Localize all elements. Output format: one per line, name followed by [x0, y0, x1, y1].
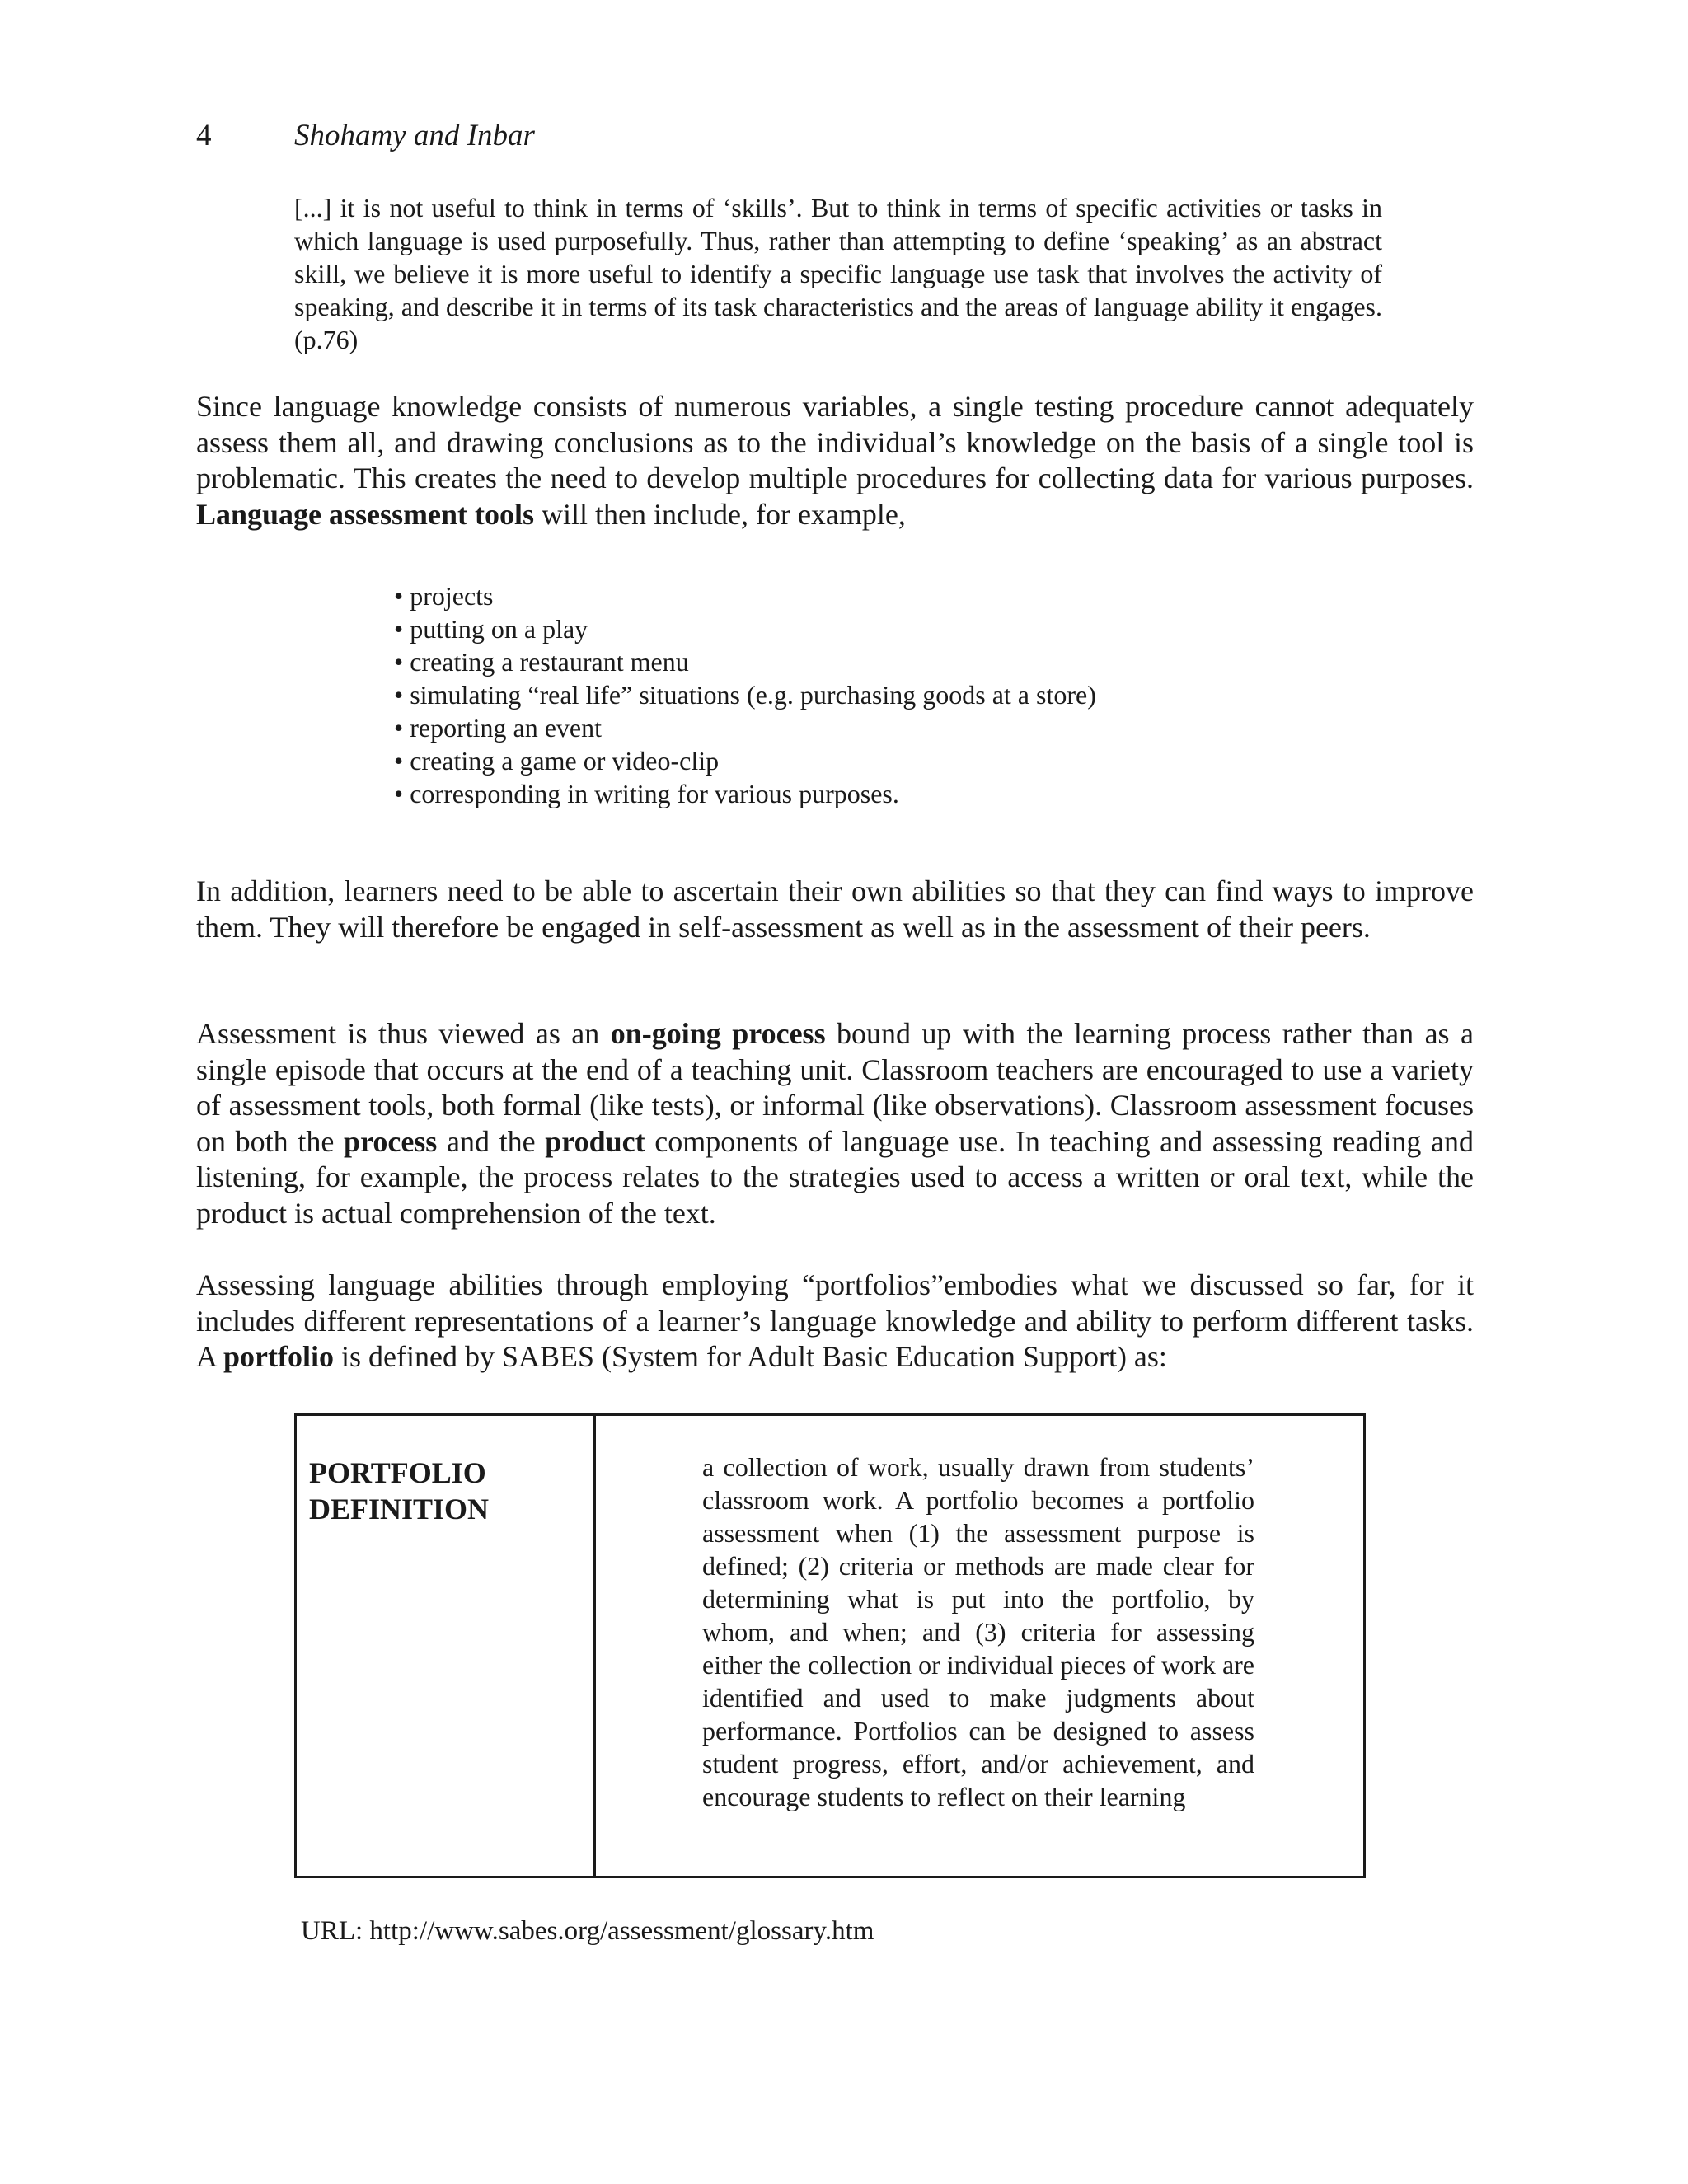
assessment-tools-list: [394, 579, 1096, 810]
list-item: • creating a restaurant menu: [394, 645, 1096, 678]
page-number: 4: [196, 119, 212, 152]
list-item: • projects: [394, 579, 1096, 612]
running-head: Shohamy and Inbar: [294, 119, 535, 152]
paragraph-portfolios: [196, 1268, 1474, 1376]
bold-term-on-going-process: on-going process: [610, 1017, 826, 1050]
paragraph-text: and the: [437, 1124, 546, 1158]
paragraph-text: will then include, for example,: [534, 497, 906, 531]
list-item: • creating a game or video-clip: [394, 744, 1096, 777]
source-url: URL: http://www.sabes.org/assessment/glossary.htm: [301, 1916, 874, 1946]
paragraph-text: Assessing language abilities through employing “portfolios”embodies what we discussed so far, for it includes different representations of a learner’s language knowledge and ability to perform different tasks. A: [196, 1268, 1474, 1373]
paragraph-self-assessment: In addition, learners need to be able to ascertain their own abilities so that they can find ways to improve them. They will therefore be engaged in self-assessment as well as in the assessment of their peers.: [196, 874, 1474, 944]
paragraph-text: is defined by SABES (System for Adult Basic Education Support) as:: [334, 1340, 1167, 1373]
list-item: • putting on a play: [394, 612, 1096, 645]
block-quote: [...] it is not useful to think in terms of ‘skills’. But to think in terms of specific activities or tasks in which language is used purposefully. Thus, rather than attempting to define ‘speaking’ as an abstract skill, we believe it is more useful to identify a specific language use task that involves the activity of speaking, and describe it in terms of its task characteristics and the areas of language ability it engages. (p.76): [294, 193, 1382, 354]
paragraph-assessment-tools: [196, 389, 1474, 532]
paragraph-text: components of language use. In teaching and assessing reading and listening, for example, the process relates to the strategies used to access a written or oral text, while the product is actual comprehension of the text.: [196, 1124, 1475, 1230]
list-item: • corresponding in writing for various purposes.: [394, 777, 1096, 810]
paragraph-text: Since language knowledge consists of numerous variables, a single testing procedure cannot adequately assess them all, and drawing conclusions as to the individual’s knowledge on the basis of a single tool is problematic. This creates the need to develop multiple procedures for collecting data for various purposes.: [196, 390, 1474, 494]
list-item: • reporting an event: [394, 711, 1096, 744]
definition-text: a collection of work, usually drawn from students’ classroom work. A portfolio becomes a portfolio assessment when (1) the assessment purpose is defined; (2) criteria or methods are made clear for determining what is put into the portfolio, by whom, and when; and (3) criteria for assessing either the collection or individual pieces of work are identified and used to make judgments about performance. Portfolios can be designed to assess student progress, effort, and/or achievement, and encourage students to reflect on their learning: [702, 1452, 1254, 1811]
bold-term-language-assessment-tools: Language assessment tools: [196, 497, 535, 531]
bold-term-process: process: [343, 1124, 438, 1158]
bold-term-product: product: [545, 1124, 645, 1158]
paragraph-ongoing-process: [196, 1016, 1474, 1231]
definition-term: [309, 1455, 489, 1527]
definition-term-line: DEFINITION: [309, 1493, 490, 1526]
bold-term-portfolio: portfolio: [223, 1340, 334, 1373]
paragraph-text: Assessment is thus viewed as an: [196, 1017, 611, 1050]
table-divider: [593, 1416, 596, 1876]
portfolio-definition-table: [294, 1413, 1366, 1878]
definition-term-line: PORTFOLIO: [309, 1456, 486, 1489]
paragraph-text: bound up with the learning process rather than as a single episode that occurs at the end of a teaching unit. Classroom teachers are encouraged to use a variety of assessment tools, both formal (like tests), or informal (like observations). Classroom assessment focuses on both the: [196, 1017, 1475, 1158]
list-item: • simulating “real life” situations (e.g. purchasing goods at a store): [394, 678, 1096, 711]
